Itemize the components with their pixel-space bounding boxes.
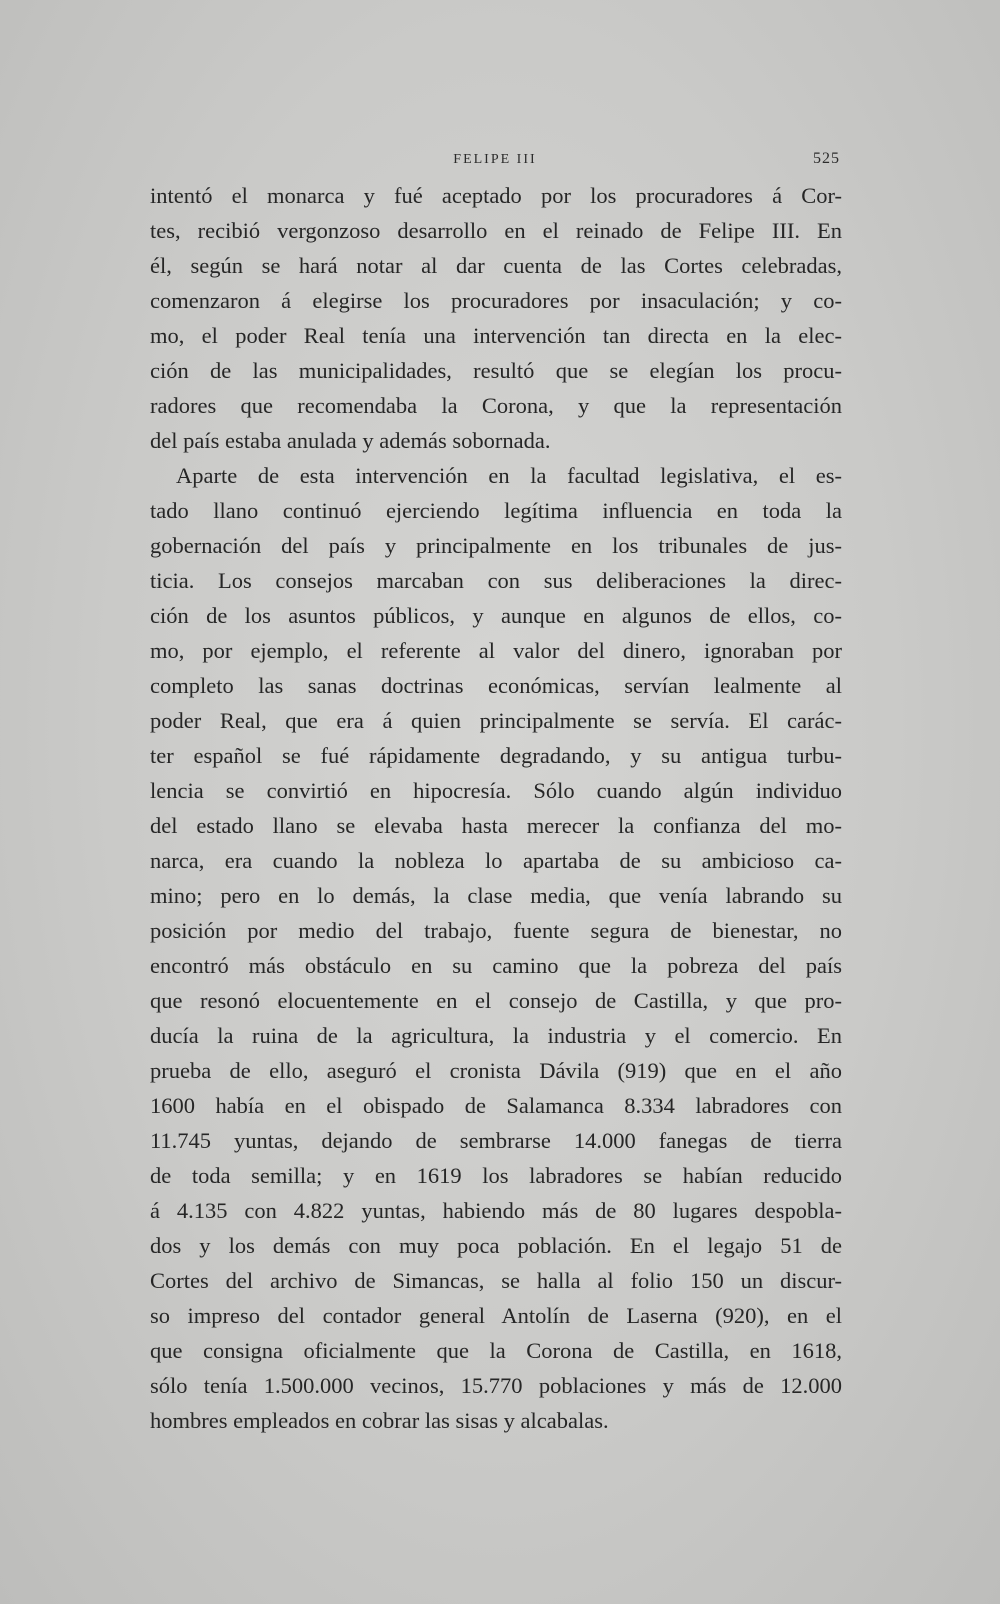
text-line: so impreso del contador general Antolín de Laserna (920), en el [150,1303,842,1328]
text-line: posición por medio del trabajo, fuente segura de bienestar, no [150,918,842,943]
text-line: tes, recibió vergonzoso desarrollo en el reinado de Felipe III. En [150,218,842,243]
text-line: á 4.135 con 4.822 yuntas, habiendo más de 80 lugares despobla- [150,1198,842,1223]
text-line: ción de las municipalidades, resultó que se elegían los procu- [150,358,842,383]
running-head [150,150,840,174]
text-line: encontró más obstáculo en su camino que la pobreza del país [150,953,842,978]
text-line: narca, era cuando la nobleza lo apartaba de su ambicioso ca- [150,848,842,873]
text-line: completo las sanas doctrinas económicas, servían lealmente al [150,673,842,698]
text-line: que consigna oficialmente que la Corona de Castilla, en 1618, [150,1338,842,1363]
text-line: ticia. Los consejos marcaban con sus deliberaciones la direc- [150,568,842,593]
text-line: mino; pero en lo demás, la clase media, que venía labrando su [150,883,842,908]
text-line: 1600 había en el obispado de Salamanca 8.334 labradores con [150,1093,842,1118]
paragraph-2 [150,458,842,1438]
text-line: tado llano continuó ejerciendo legítima influencia en toda la [150,498,842,523]
body-text [150,178,842,1438]
text-line: ducía la ruina de la agricultura, la industria y el comercio. En [150,1023,842,1048]
running-title: FELIPE III [453,152,537,167]
text-line: radores que recomendaba la Corona, y que la representación [150,393,842,418]
text-line: del país estaba anulada y además sobornada. [150,428,551,453]
text-line: ción de los asuntos públicos, y aunque en algunos de ellos, co- [150,603,842,628]
text-line: sólo tenía 1.500.000 vecinos, 15.770 poblaciones y más de 12.000 [150,1373,842,1398]
text-line: de toda semilla; y en 1619 los labradores se habían reducido [150,1163,842,1188]
text-line: que resonó elocuentemente en el consejo de Castilla, y que pro- [150,988,842,1013]
text-line: gobernación del país y principalmente en los tribunales de jus- [150,533,842,558]
text-line: lencia se convirtió en hipocresía. Sólo cuando algún individuo [150,778,842,803]
text-line: dos y los demás con muy poca población. En el legajo 51 de [150,1233,842,1258]
page-number: 525 [813,150,840,167]
text-line: del estado llano se elevaba hasta merecer la confianza del mo- [150,813,842,838]
paragraph-1 [150,178,842,458]
text-line: prueba de ello, aseguró el cronista Dávila (919) que en el año [150,1058,842,1083]
text-line: comenzaron á elegirse los procuradores por insaculación; y co- [150,288,842,313]
text-line: poder Real, que era á quien principalmente se servía. El carác- [150,708,842,733]
text-line: él, según se hará notar al dar cuenta de las Cortes celebradas, [150,253,842,278]
text-line: 11.745 yuntas, dejando de sembrarse 14.000 fanegas de tierra [150,1128,842,1153]
text-line: hombres empleados en cobrar las sisas y alcabalas. [150,1408,609,1433]
text-line: mo, el poder Real tenía una intervención tan directa en la elec- [150,323,842,348]
text-line: Aparte de esta intervención en la facultad legislativa, el es- [176,463,842,488]
text-line: intentó el monarca y fué aceptado por los procuradores á Cor- [150,183,842,208]
text-line: Cortes del archivo de Simancas, se halla al folio 150 un discur- [150,1268,842,1293]
text-line: mo, por ejemplo, el referente al valor del dinero, ignoraban por [150,638,842,663]
text-line: ter español se fué rápidamente degradando, y su antigua turbu- [150,743,842,768]
